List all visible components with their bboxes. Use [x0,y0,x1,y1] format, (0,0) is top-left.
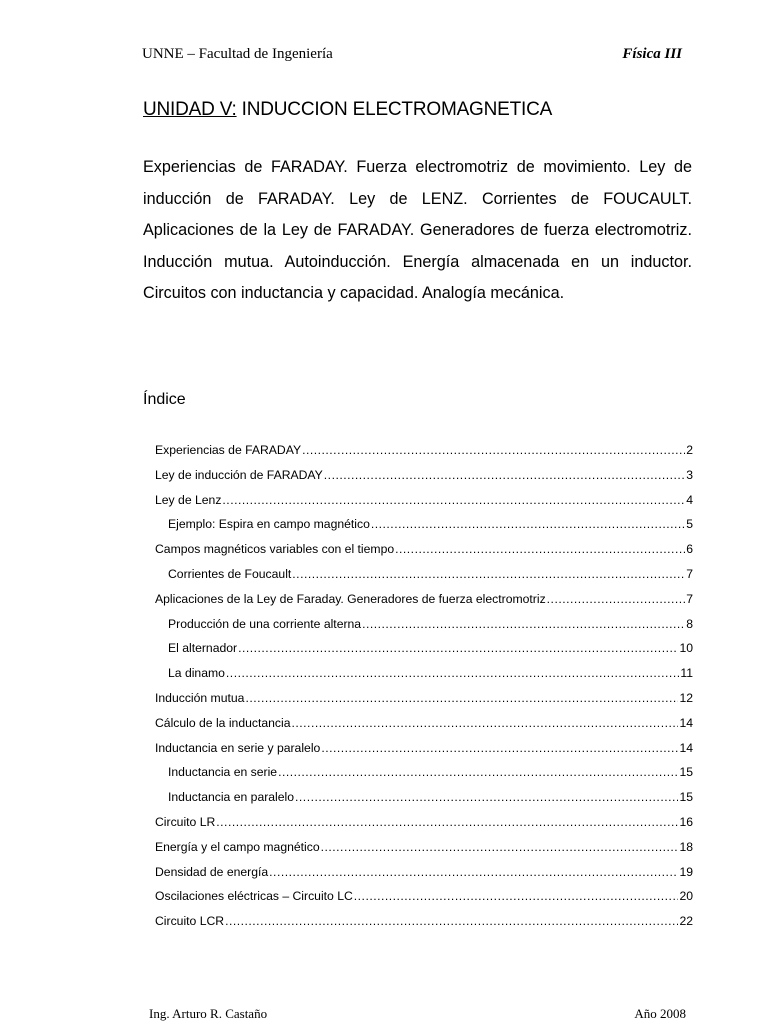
toc-entry-title: Inductancia en serie y paralelo [155,740,321,755]
toc-dot-leader [295,785,678,810]
toc-entry-page: 14 [679,715,693,730]
toc-entry-page: 11 [680,666,693,681]
toc-entry[interactable] [155,612,693,637]
toc-entry-page: 3 [686,467,693,482]
toc-entry-page: 5 [686,517,693,532]
toc-entry-title: Experiencias de FARADAY [155,443,302,457]
toc-entry[interactable] [155,661,693,686]
toc-dot-leader [362,612,685,637]
toc-dot-leader [226,661,679,686]
toc-entry-page: 16 [679,814,693,829]
toc-entry[interactable] [155,488,693,513]
unit-title: INDUCCION ELECTROMAGNETICA [241,99,553,120]
toc-entry-title: Ley de inducción de FARADAY [155,467,323,482]
footer-author: Ing. Arturo R. Castaño [149,1006,268,1021]
toc-dot-leader [321,736,678,761]
toc-entry[interactable] [155,810,693,835]
toc-entry-title: El alternador [168,641,238,656]
toc-entry-page: 19 [679,864,693,879]
toc-entry-page: 15 [679,790,693,805]
toc-entry-title: Aplicaciones de la Ley de Faraday. Generadores de fuerza electromotriz [155,591,546,606]
toc-entry[interactable] [155,686,693,711]
table-of-contents [155,438,693,934]
toc-entry-title: Energía y el campo magnético [155,839,320,854]
toc-entry-title: Producción de una corriente alterna [168,616,362,631]
toc-entry-title: Inductancia en paralelo [168,790,295,805]
toc-entry-page: 15 [679,765,693,780]
toc-dot-leader [324,463,685,488]
toc-entry-title: Campos magnéticos variables con el tiempo [155,542,395,557]
toc-entry-title: Inducción mutua [155,690,245,705]
toc-entry-title: La dinamo [168,666,225,681]
toc-entry-title: Oscilaciones eléctricas – Circuito LC [155,889,353,904]
toc-entry[interactable] [155,884,693,909]
toc-dot-leader [269,860,678,885]
toc-dot-leader [222,488,685,513]
toc-dot-leader [292,711,679,736]
unit-label: UNIDAD V: [143,99,237,120]
toc-entry-page: 8 [686,616,693,631]
toc-dot-leader [238,636,678,661]
toc-entry-page: 20 [679,889,693,904]
toc-dot-leader [395,537,685,562]
toc-dot-leader [278,760,678,785]
toc-entry[interactable] [155,438,693,463]
toc-dot-leader [371,512,685,537]
intro-paragraph: Experiencias de FARADAY. Fuerza electromotriz de movimiento. Ley de inducción de FARADAY. Ley de LENZ. Corrientes de FOUCAULT. Aplicaciones de la Ley de FARADAY. Generadores de fuerza electromotriz. Inducción mutua. Autoinducción. Energía almacenada en un inductor. Circuitos con inductancia y capacidad. Analogía mecánica. [143,158,692,303]
toc-entry-title: Circuito LCR [155,914,225,929]
toc-entry[interactable] [155,636,693,661]
toc-dot-leader [547,587,686,612]
toc-dot-leader [302,438,685,463]
unit-heading [143,99,552,121]
toc-dot-leader [321,835,679,860]
toc-entry[interactable] [155,562,693,587]
index-heading: Índice [143,391,186,408]
toc-dot-leader [245,686,678,711]
page-footer [149,1006,686,1022]
toc-entry-page: 14 [679,740,693,755]
toc-entry-page: 10 [679,641,693,656]
toc-entry-title: Inductancia en serie [168,765,278,780]
toc-entry[interactable] [155,711,693,736]
toc-dot-leader [225,909,678,934]
toc-entry-title: Ejemplo: Espira en campo magnético [168,517,370,532]
toc-entry[interactable] [155,537,693,562]
toc-entry-title: Corrientes de Foucault [168,566,292,581]
toc-entry-page: 6 [686,542,693,557]
toc-entry[interactable] [155,760,693,785]
toc-entry-page: 2 [686,443,693,457]
toc-dot-leader [216,810,678,835]
page-header [142,46,682,63]
toc-dot-leader [354,884,679,909]
toc-entry[interactable] [155,512,693,537]
toc-entry[interactable] [155,785,693,810]
toc-entry-title: Ley de Lenz [155,492,222,507]
toc-entry-page: 12 [679,690,693,705]
toc-entry[interactable] [155,909,693,934]
toc-entry-title: Cálculo de la inductancia [155,715,291,730]
toc-entry[interactable] [155,587,693,612]
toc-entry-page: 18 [679,839,693,854]
toc-entry-page: 4 [686,492,693,507]
toc-entry[interactable] [155,860,693,885]
footer-year: Año 2008 [634,1006,686,1021]
toc-entry[interactable] [155,463,693,488]
toc-entry[interactable] [155,736,693,761]
toc-entry-title: Circuito LR [155,814,216,829]
toc-dot-leader [292,562,685,587]
header-course: Física III [622,46,682,62]
toc-entry-page: 22 [679,914,693,929]
toc-entry-title: Densidad de energía [155,864,269,879]
toc-entry[interactable] [155,835,693,860]
header-institution: UNNE – Facultad de Ingeniería [142,46,333,62]
toc-entry-page: 7 [686,591,693,606]
toc-entry-page: 7 [686,566,693,581]
